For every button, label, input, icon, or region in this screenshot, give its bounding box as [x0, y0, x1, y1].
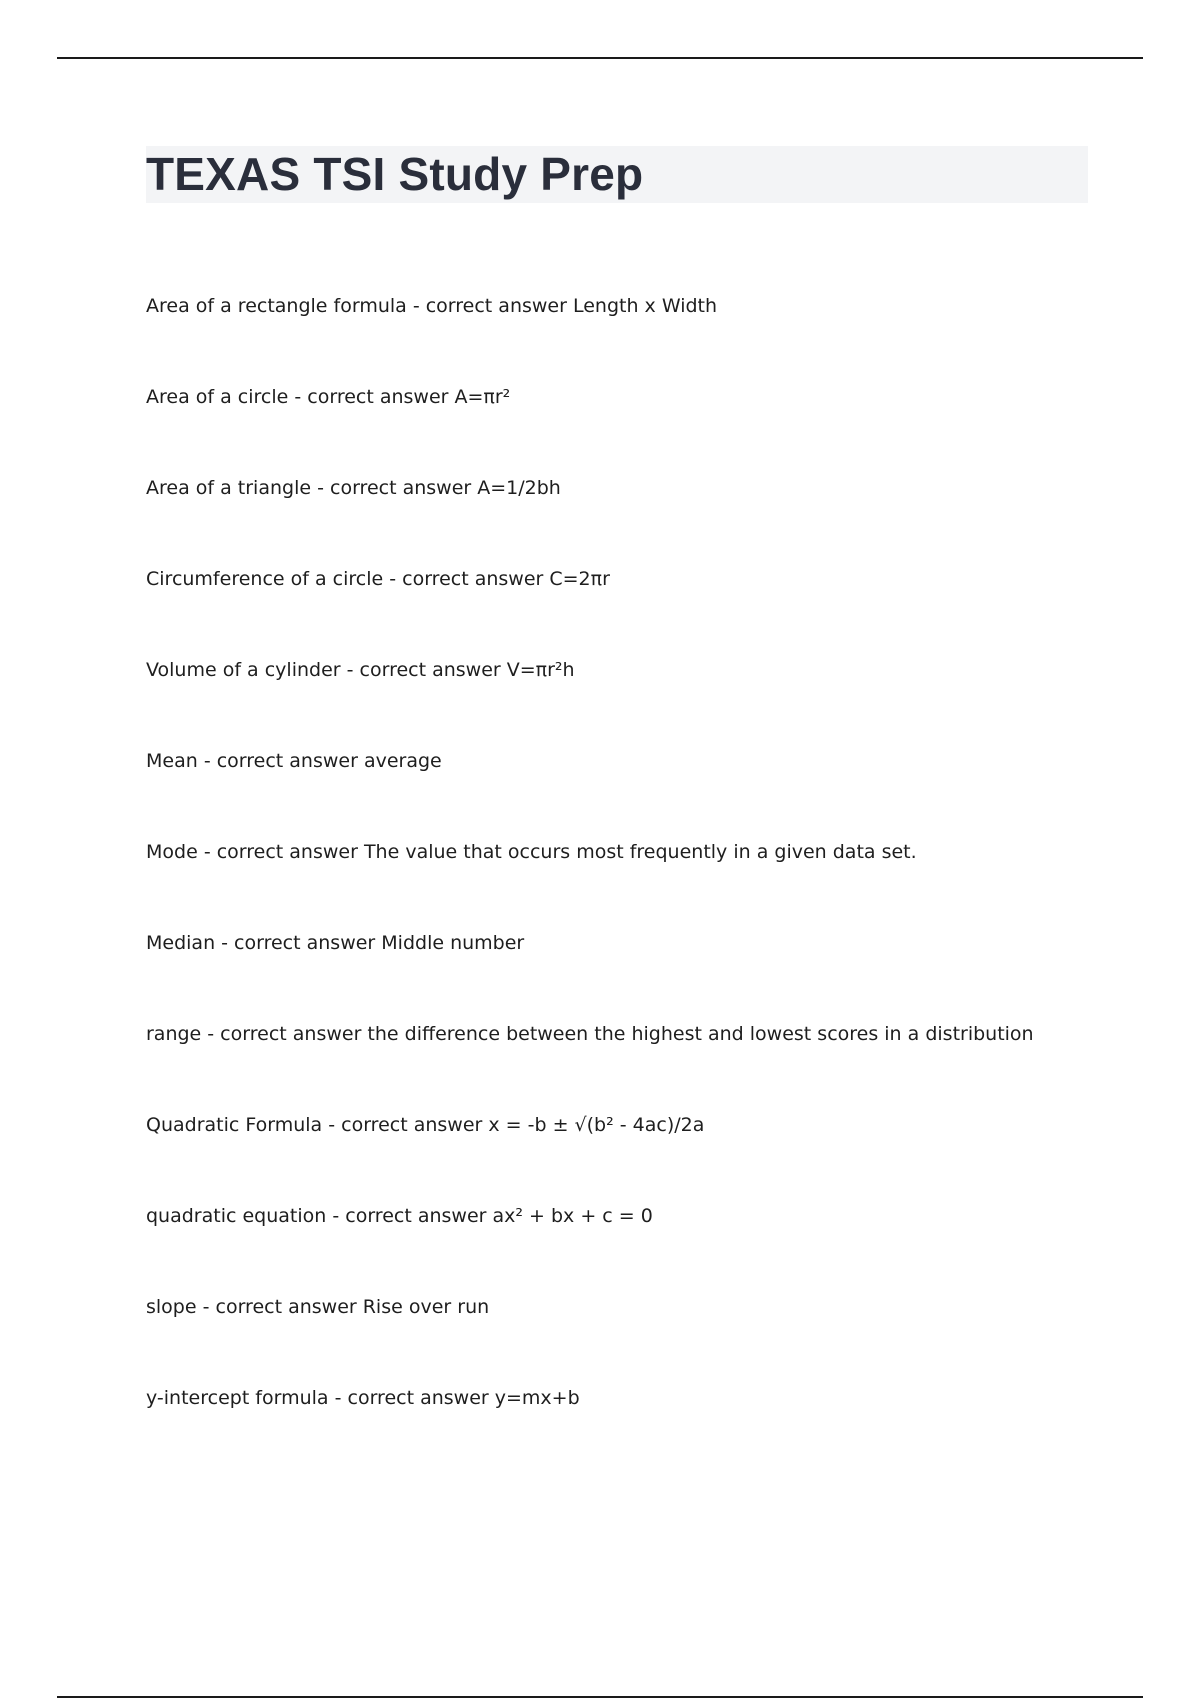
qa-term: range	[146, 1023, 202, 1045]
qa-answer: y=mx+b	[494, 1387, 580, 1409]
qa-item	[146, 565, 1034, 656]
page-title: TEXAS TSI Study Prep	[146, 148, 644, 200]
qa-separator: - correct answer	[322, 1114, 489, 1136]
qa-separator: - correct answer	[197, 750, 364, 772]
qa-item	[146, 1111, 1034, 1202]
qa-term: Mode	[146, 841, 198, 863]
qa-term: Area of a rectangle formula	[146, 295, 407, 317]
qa-answer: average	[363, 750, 442, 772]
qa-term: Median	[146, 932, 216, 954]
qa-answer: ax² + bx + c = 0	[492, 1205, 653, 1227]
qa-answer: the difference between the highest and lowest scores in a distribution	[367, 1023, 1034, 1045]
qa-term: quadratic equation	[146, 1205, 327, 1227]
qa-answer: C=2πr	[549, 568, 610, 590]
qa-answer: Rise over run	[362, 1296, 490, 1318]
qa-item	[146, 929, 1034, 1020]
qa-term: Mean	[146, 750, 198, 772]
qa-answer: Middle number	[381, 932, 525, 954]
qa-separator: - correct answer	[215, 932, 382, 954]
qa-item	[146, 474, 1034, 565]
qa-separator: - correct answer	[340, 659, 507, 681]
qa-answer: The value that occurs most frequently in a given data set.	[363, 841, 917, 863]
qa-separator: - correct answer	[311, 477, 478, 499]
qa-term: Quadratic Formula	[146, 1114, 323, 1136]
qa-separator: - correct answer	[197, 841, 364, 863]
qa-item	[146, 1202, 1034, 1293]
qa-separator: - correct answer	[326, 1205, 493, 1227]
qa-separator: - correct answer	[383, 568, 550, 590]
qa-term: Circumference of a circle	[146, 568, 384, 590]
qa-separator: - correct answer	[288, 386, 455, 408]
qa-item	[146, 383, 1034, 474]
bottom-rule	[57, 1696, 1143, 1698]
qa-answer: V=πr²h	[506, 659, 575, 681]
qa-separator: - correct answer	[196, 1296, 363, 1318]
qa-answer: A=1/2bh	[477, 477, 561, 499]
qa-term: Area of a circle	[146, 386, 289, 408]
qa-item	[146, 1020, 1034, 1111]
qa-list	[146, 292, 1034, 1475]
qa-item	[146, 1384, 1034, 1475]
qa-item	[146, 1293, 1034, 1384]
qa-separator: - correct answer	[201, 1023, 368, 1045]
qa-answer: Length x Width	[572, 295, 718, 317]
top-rule	[57, 57, 1143, 59]
qa-separator: - correct answer	[328, 1387, 495, 1409]
qa-item	[146, 292, 1034, 383]
qa-separator: - correct answer	[406, 295, 573, 317]
qa-term: slope	[146, 1296, 197, 1318]
qa-item	[146, 838, 1034, 929]
qa-term: Area of a triangle	[146, 477, 312, 499]
qa-item	[146, 656, 1034, 747]
qa-term: y-intercept formula	[146, 1387, 329, 1409]
qa-answer: x = -b ± √(b² - 4ac)/2a	[488, 1114, 705, 1136]
qa-item	[146, 747, 1034, 838]
qa-answer: A=πr²	[454, 386, 511, 408]
qa-term: Volume of a cylinder	[146, 659, 341, 681]
